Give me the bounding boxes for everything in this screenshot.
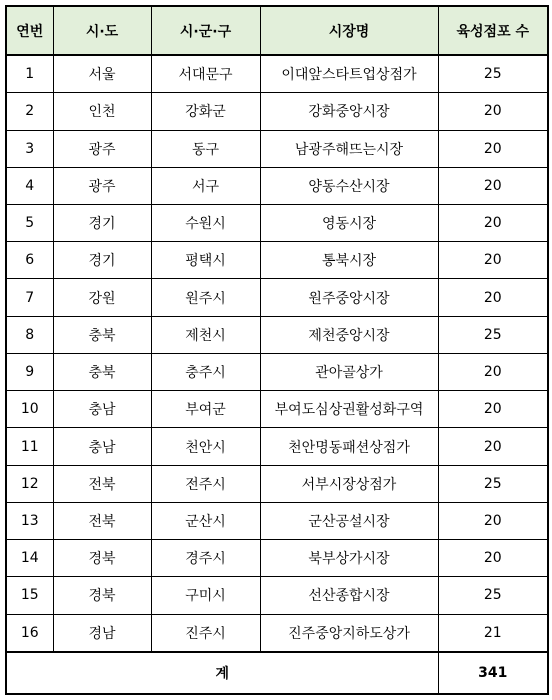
- cell-count: 20: [438, 428, 548, 465]
- cell-sigungu: 서대문구: [151, 55, 260, 93]
- cell-count: 25: [438, 577, 548, 614]
- cell-no: 10: [6, 391, 53, 428]
- table-footer: [6, 652, 548, 694]
- cell-sigungu: 수원시: [151, 204, 260, 241]
- cell-sido: 경남: [53, 614, 151, 652]
- cell-count: 25: [438, 465, 548, 502]
- cell-market: 남광주해뜨는시장: [260, 130, 438, 167]
- cell-count: 20: [438, 353, 548, 390]
- table-row: [6, 465, 548, 502]
- table-row: [6, 204, 548, 241]
- cell-sido: 경기: [53, 242, 151, 279]
- cell-count: 25: [438, 316, 548, 353]
- header-market: 시장명: [260, 6, 438, 55]
- table-row: [6, 502, 548, 539]
- cell-sido: 경기: [53, 204, 151, 241]
- header-row: [6, 6, 548, 55]
- cell-count: 20: [438, 93, 548, 130]
- cell-no: 16: [6, 614, 53, 652]
- cell-market: 부여도심상권활성화구역: [260, 391, 438, 428]
- cell-sido: 광주: [53, 130, 151, 167]
- table-row: [6, 391, 548, 428]
- table-row: [6, 242, 548, 279]
- table-row: [6, 279, 548, 316]
- cell-count: 20: [438, 502, 548, 539]
- table-row: [6, 316, 548, 353]
- cell-no: 2: [6, 93, 53, 130]
- cell-no: 3: [6, 130, 53, 167]
- cell-sido: 충남: [53, 391, 151, 428]
- cell-count: 20: [438, 279, 548, 316]
- cell-count: 20: [438, 391, 548, 428]
- cell-sido: 서울: [53, 55, 151, 93]
- header-sido: 시·도: [53, 6, 151, 55]
- cell-market: 영동시장: [260, 204, 438, 241]
- cell-sigungu: 평택시: [151, 242, 260, 279]
- cell-sigungu: 천안시: [151, 428, 260, 465]
- cell-sido: 충북: [53, 316, 151, 353]
- cell-no: 4: [6, 167, 53, 204]
- cell-sigungu: 강화군: [151, 93, 260, 130]
- table-row: [6, 167, 548, 204]
- cell-sido: 강원: [53, 279, 151, 316]
- cell-count: 25: [438, 55, 548, 93]
- cell-sido: 전북: [53, 465, 151, 502]
- cell-count: 20: [438, 540, 548, 577]
- table-header: [6, 6, 548, 55]
- cell-no: 13: [6, 502, 53, 539]
- cell-market: 통북시장: [260, 242, 438, 279]
- cell-market: 천안명동패션상점가: [260, 428, 438, 465]
- cell-no: 9: [6, 353, 53, 390]
- cell-sigungu: 군산시: [151, 502, 260, 539]
- cell-sido: 인천: [53, 93, 151, 130]
- cell-sigungu: 전주시: [151, 465, 260, 502]
- total-row: [6, 652, 548, 694]
- cell-sigungu: 제천시: [151, 316, 260, 353]
- header-count: 육성점포 수: [438, 6, 548, 55]
- cell-sigungu: 진주시: [151, 614, 260, 652]
- cell-no: 14: [6, 540, 53, 577]
- cell-sido: 충남: [53, 428, 151, 465]
- cell-market: 강화중앙시장: [260, 93, 438, 130]
- market-table: [5, 5, 549, 695]
- cell-market: 북부상가시장: [260, 540, 438, 577]
- header-no: 연번: [6, 6, 53, 55]
- cell-sigungu: 충주시: [151, 353, 260, 390]
- cell-sigungu: 동구: [151, 130, 260, 167]
- cell-no: 5: [6, 204, 53, 241]
- cell-count: 21: [438, 614, 548, 652]
- table-row: [6, 55, 548, 93]
- table-row: [6, 130, 548, 167]
- total-label: 계: [6, 652, 438, 694]
- cell-sigungu: 원주시: [151, 279, 260, 316]
- total-value: 341: [438, 652, 548, 694]
- cell-market: 이대앞스타트업상점가: [260, 55, 438, 93]
- table-row: [6, 614, 548, 652]
- table-row: [6, 353, 548, 390]
- cell-sigungu: 구미시: [151, 577, 260, 614]
- cell-market: 양동수산시장: [260, 167, 438, 204]
- cell-sido: 광주: [53, 167, 151, 204]
- cell-market: 원주중앙시장: [260, 279, 438, 316]
- table-row: [6, 428, 548, 465]
- header-sigungu: 시·군·구: [151, 6, 260, 55]
- cell-sido: 경북: [53, 577, 151, 614]
- cell-sigungu: 부여군: [151, 391, 260, 428]
- cell-market: 진주중앙지하도상가: [260, 614, 438, 652]
- cell-sigungu: 경주시: [151, 540, 260, 577]
- cell-market: 관아골상가: [260, 353, 438, 390]
- cell-sido: 충북: [53, 353, 151, 390]
- cell-count: 20: [438, 167, 548, 204]
- cell-no: 12: [6, 465, 53, 502]
- cell-no: 1: [6, 55, 53, 93]
- table-row: [6, 577, 548, 614]
- cell-no: 8: [6, 316, 53, 353]
- cell-market: 군산공설시장: [260, 502, 438, 539]
- cell-sido: 전북: [53, 502, 151, 539]
- cell-sigungu: 서구: [151, 167, 260, 204]
- cell-market: 서부시장상점가: [260, 465, 438, 502]
- cell-sido: 경북: [53, 540, 151, 577]
- cell-no: 7: [6, 279, 53, 316]
- table-row: [6, 540, 548, 577]
- cell-no: 15: [6, 577, 53, 614]
- cell-count: 20: [438, 130, 548, 167]
- cell-count: 20: [438, 204, 548, 241]
- cell-count: 20: [438, 242, 548, 279]
- cell-market: 제천중앙시장: [260, 316, 438, 353]
- table-body: [6, 55, 548, 652]
- cell-no: 6: [6, 242, 53, 279]
- table-row: [6, 93, 548, 130]
- cell-no: 11: [6, 428, 53, 465]
- cell-market: 선산종합시장: [260, 577, 438, 614]
